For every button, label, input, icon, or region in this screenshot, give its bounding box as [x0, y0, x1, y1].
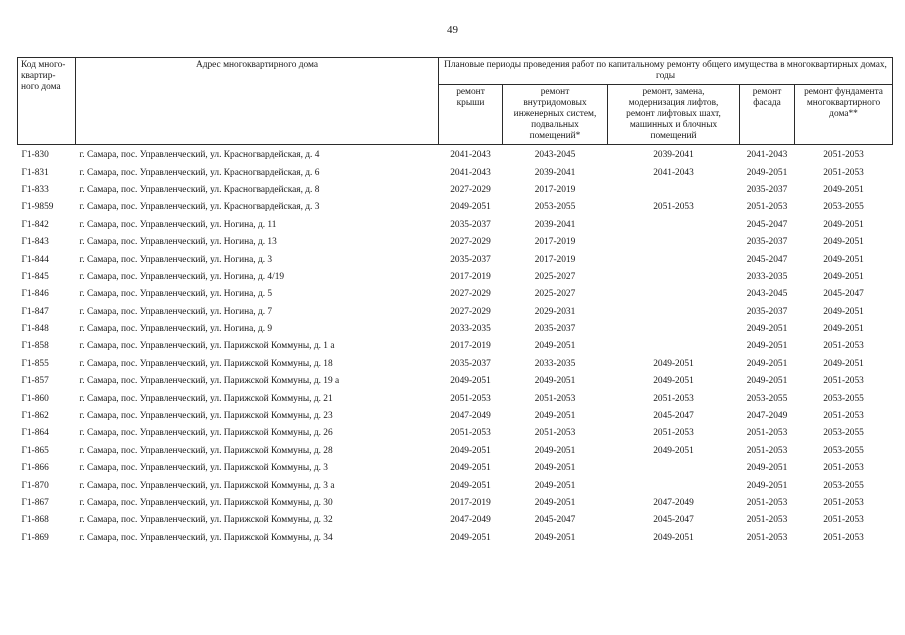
cell-code: Г1-843 — [21, 237, 49, 248]
cell-lifts: 2051-2053 — [653, 393, 694, 404]
cell-facade: 2035-2037 — [746, 306, 788, 317]
cell-foundation: 2053-2055 — [823, 428, 864, 439]
cell-facade: 2049-2051 — [746, 463, 788, 474]
table-row — [18, 512, 893, 529]
cell-facade: 2035-2037 — [746, 184, 788, 195]
cell-code: Г1-858 — [21, 341, 49, 352]
cell-address: г. Самара, пос. Управленческий, ул. Красногвардейская, д. 3 — [79, 202, 320, 213]
cell-roof: 2017-2019 — [450, 341, 491, 352]
cell-foundation: 2051-2053 — [823, 463, 864, 474]
cell-code: Г1-868 — [21, 515, 49, 526]
cell-address: г. Самара, пос. Управленческий, ул. Парижской Коммуны, д. 3 — [79, 463, 328, 474]
cell-foundation: 2049-2051 — [823, 237, 864, 248]
cell-code: Г1-845 — [21, 271, 49, 282]
cell-lifts: 2045-2047 — [653, 411, 694, 422]
cell-facade: 2051-2053 — [746, 428, 788, 439]
cell-facade: 2047-2049 — [746, 411, 788, 422]
cell-code: Г1-833 — [21, 184, 49, 195]
cell-lifts: 2049-2051 — [653, 532, 694, 543]
cell-code: Г1-862 — [21, 411, 49, 422]
cell-code: Г1-855 — [21, 358, 49, 369]
cell-lifts — [608, 304, 740, 321]
cell-foundation: 2051-2053 — [823, 376, 864, 387]
cell-address: г. Самара, пос. Управленческий, ул. Парижской Коммуны, д. 19 а — [79, 376, 340, 387]
header-row-main — [18, 58, 893, 85]
cell-code: Г1-830 — [21, 150, 49, 161]
cell-lifts: 2047-2049 — [653, 498, 694, 508]
cell-engineering: 2029-2031 — [534, 306, 576, 317]
table-row — [18, 304, 893, 321]
cell-address: г. Самара, пос. Управленческий, ул. Парижской Коммуны, д. 18 — [79, 358, 333, 369]
cell-engineering: 2039-2041 — [534, 167, 576, 178]
table-body — [18, 145, 893, 547]
table-row — [18, 425, 893, 442]
cell-roof: 2035-2037 — [450, 254, 491, 265]
cell-roof: 2027-2029 — [450, 184, 491, 195]
cell-address: г. Самара, пос. Управленческий, ул. Красногвардейская, д. 8 — [79, 184, 320, 195]
header-code: Код много- квартир- ного дома — [18, 58, 76, 145]
cell-lifts — [608, 182, 740, 199]
cell-roof: 2047-2049 — [450, 411, 491, 422]
cell-roof: 2049-2051 — [450, 480, 491, 491]
table-row — [18, 530, 893, 547]
cell-facade: 2051-2053 — [746, 515, 788, 526]
cell-roof: 2049-2051 — [450, 376, 491, 387]
cell-roof: 2027-2029 — [450, 237, 491, 248]
cell-roof: 2035-2037 — [450, 358, 491, 369]
cell-roof: 2035-2037 — [450, 219, 491, 230]
cell-engineering: 2017-2019 — [534, 254, 576, 265]
cell-roof: 2017-2019 — [450, 271, 491, 282]
cell-facade: 2049-2051 — [746, 480, 788, 491]
cell-lifts — [608, 477, 740, 494]
cell-facade: 2049-2051 — [746, 167, 788, 178]
cell-lifts — [608, 286, 740, 303]
cell-foundation: 2049-2051 — [823, 184, 864, 195]
cell-facade: 2049-2051 — [746, 341, 788, 352]
cell-code: Г1-848 — [21, 324, 49, 335]
cell-address: г. Самара, пос. Управленческий, ул. Парижской Коммуны, д. 21 — [79, 393, 333, 404]
cell-engineering: 2039-2041 — [534, 219, 576, 230]
cell-roof: 2049-2051 — [450, 463, 491, 474]
cell-lifts: 2045-2047 — [653, 515, 694, 526]
cell-engineering: 2049-2051 — [534, 463, 576, 474]
cell-lifts: 2051-2053 — [653, 202, 694, 213]
cell-engineering: 2025-2027 — [534, 289, 576, 300]
cell-roof: 2051-2053 — [450, 393, 491, 404]
cell-foundation: 2053-2055 — [823, 393, 864, 404]
cell-lifts — [608, 217, 740, 234]
cell-facade: 2053-2055 — [746, 393, 788, 404]
cell-address: г. Самара, пос. Управленческий, ул. Ногина, д. 13 — [79, 237, 277, 248]
cell-address: г. Самара, пос. Управленческий, ул. Парижской Коммуны, д. 3 а — [79, 480, 335, 491]
cell-roof: 2027-2029 — [450, 306, 491, 317]
cell-foundation: 2053-2055 — [823, 480, 864, 491]
cell-facade: 2049-2051 — [746, 358, 788, 369]
cell-code: Г1-857 — [21, 376, 49, 387]
cell-engineering: 2049-2051 — [534, 498, 576, 508]
table-row — [18, 251, 893, 268]
cell-roof: 2047-2049 — [450, 515, 491, 526]
cell-code: Г1-865 — [21, 445, 49, 456]
header-lifts: ремонт, замена, модернизация лифтов, ремонт лифтовых шахт, машинных и блочных помещений — [608, 85, 740, 145]
cell-lifts — [608, 269, 740, 286]
table-row — [18, 286, 893, 303]
cell-lifts: 2041-2043 — [653, 167, 694, 178]
cell-facade: 2043-2045 — [746, 289, 788, 300]
cell-code: Г1-867 — [21, 498, 49, 508]
table-row — [18, 269, 893, 286]
cell-foundation: 2051-2053 — [823, 411, 864, 422]
cell-facade: 2033-2035 — [746, 271, 788, 282]
cell-address: г. Самара, пос. Управленческий, ул. Парижской Коммуны, д. 23 — [79, 411, 333, 422]
cell-engineering: 2051-2053 — [534, 393, 576, 404]
table-row — [18, 182, 893, 199]
cell-lifts — [608, 460, 740, 477]
cell-facade: 2051-2053 — [746, 445, 788, 456]
cell-address: г. Самара, пос. Управленческий, ул. Парижской Коммуны, д. 26 — [79, 428, 333, 439]
cell-facade: 2051-2053 — [746, 202, 788, 213]
cell-foundation: 2051-2053 — [823, 167, 864, 178]
cell-address: г. Самара, пос. Управленческий, ул. Парижской Коммуны, д. 34 — [79, 532, 333, 543]
cell-address: г. Самара, пос. Управленческий, ул. Парижской Коммуны, д. 30 — [79, 498, 333, 508]
page-number: 49 — [447, 24, 458, 36]
cell-foundation: 2053-2055 — [823, 202, 864, 213]
cell-engineering: 2049-2051 — [534, 480, 576, 491]
cell-roof: 2017-2019 — [450, 498, 491, 508]
cell-foundation: 2049-2051 — [823, 324, 864, 335]
cell-engineering: 2049-2051 — [534, 411, 576, 422]
cell-foundation: 2051-2053 — [823, 532, 864, 543]
cell-foundation: 2049-2051 — [823, 271, 864, 282]
cell-lifts: 2049-2051 — [653, 376, 694, 387]
cell-lifts: 2049-2051 — [653, 358, 694, 369]
table-row — [18, 338, 893, 355]
cell-facade: 2051-2053 — [746, 498, 788, 508]
cell-engineering: 2033-2035 — [534, 358, 576, 369]
cell-engineering: 2049-2051 — [534, 445, 576, 456]
header-foundation: ремонт фундамента многоквартирного дома** — [795, 85, 893, 145]
cell-roof: 2027-2029 — [450, 289, 491, 300]
cell-lifts: 2051-2053 — [653, 428, 694, 439]
cell-address: г. Самара, пос. Управленческий, ул. Парижской Коммуны, д. 1 а — [79, 341, 335, 352]
table-row — [18, 356, 893, 373]
table-row — [18, 164, 893, 181]
cell-code: Г1-847 — [21, 306, 49, 317]
table-row — [18, 217, 893, 234]
cell-address: г. Самара, пос. Управленческий, ул. Ногина, д. 11 — [79, 219, 277, 230]
capital-repair-schedule-table — [17, 57, 893, 547]
cell-facade: 2049-2051 — [746, 376, 788, 387]
cell-roof: 2041-2043 — [450, 167, 491, 178]
cell-foundation: 2049-2051 — [823, 358, 864, 369]
cell-engineering: 2043-2045 — [534, 150, 576, 161]
table-row — [18, 460, 893, 477]
cell-address: г. Самара, пос. Управленческий, ул. Парижской Коммуны, д. 32 — [79, 515, 333, 526]
cell-engineering: 2049-2051 — [534, 532, 576, 543]
cell-roof: 2049-2051 — [450, 532, 491, 543]
cell-code: Г1-9859 — [21, 202, 54, 213]
cell-facade: 2041-2043 — [746, 150, 788, 161]
cell-engineering: 2049-2051 — [534, 376, 576, 387]
cell-engineering: 2017-2019 — [534, 184, 576, 195]
cell-roof: 2033-2035 — [450, 324, 491, 335]
cell-address: г. Самара, пос. Управленческий, ул. Красногвардейская, д. 6 — [79, 167, 320, 178]
header-engineering: ремонт внутридомовых инженерных систем, подвальных помещений* — [503, 85, 608, 145]
header-address: Адрес многоквартирного дома — [76, 58, 439, 145]
cell-engineering: 2035-2037 — [534, 324, 576, 335]
cell-address: г. Самара, пос. Управленческий, ул. Ногина, д. 5 — [79, 289, 273, 300]
cell-facade: 2045-2047 — [746, 254, 788, 265]
cell-address: г. Самара, пос. Управленческий, ул. Ногина, д. 4/19 — [79, 271, 285, 282]
table-row — [18, 477, 893, 494]
cell-engineering: 2017-2019 — [534, 237, 576, 248]
cell-foundation: 2045-2047 — [823, 289, 864, 300]
cell-roof: 2049-2051 — [450, 202, 491, 213]
cell-facade: 2045-2047 — [746, 219, 788, 230]
cell-lifts — [608, 251, 740, 268]
table-row — [18, 408, 893, 425]
header-periods: Плановые периоды проведения работ по капитальному ремонту общего имущества в многоквартирных домах, годы — [439, 58, 893, 85]
cell-address: г. Самара, пос. Управленческий, ул. Ногина, д. 3 — [79, 254, 273, 265]
cell-foundation: 2051-2053 — [823, 498, 864, 508]
table-row — [18, 373, 893, 390]
cell-engineering: 2051-2053 — [534, 428, 576, 439]
cell-lifts — [608, 234, 740, 251]
cell-engineering: 2025-2027 — [534, 271, 576, 282]
cell-lifts — [608, 338, 740, 355]
cell-foundation: 2051-2053 — [823, 150, 864, 161]
table-row — [18, 199, 893, 216]
table-row — [18, 390, 893, 407]
header-facade: ремонт фасада — [740, 85, 795, 145]
cell-address: г. Самара, пос. Управленческий, ул. Парижской Коммуны, д. 28 — [79, 445, 333, 456]
cell-foundation: 2049-2051 — [823, 254, 864, 265]
cell-lifts: 2049-2051 — [653, 445, 694, 456]
cell-address: г. Самара, пос. Управленческий, ул. Ногина, д. 7 — [79, 306, 273, 317]
table-row — [18, 495, 893, 512]
cell-lifts — [608, 321, 740, 338]
cell-lifts: 2039-2041 — [653, 150, 694, 161]
cell-facade: 2049-2051 — [746, 324, 788, 335]
header-roof: ремонт крыши — [439, 85, 503, 145]
table-row — [18, 321, 893, 338]
table-row — [18, 443, 893, 460]
cell-code: Г1-866 — [21, 463, 49, 474]
cell-roof: 2049-2051 — [450, 445, 491, 456]
table-row — [18, 234, 893, 251]
cell-facade: 2051-2053 — [746, 532, 788, 543]
cell-code: Г1-831 — [21, 167, 49, 178]
cell-code: Г1-864 — [21, 428, 49, 439]
cell-address: г. Самара, пос. Управленческий, ул. Красногвардейская, д. 4 — [79, 150, 320, 161]
cell-code: Г1-860 — [21, 393, 49, 404]
cell-code: Г1-870 — [21, 480, 49, 491]
cell-roof: 2051-2053 — [450, 428, 491, 439]
cell-address: г. Самара, пос. Управленческий, ул. Ногина, д. 9 — [79, 324, 273, 335]
cell-code: Г1-846 — [21, 289, 49, 300]
cell-engineering: 2045-2047 — [534, 515, 576, 526]
cell-facade: 2035-2037 — [746, 237, 788, 248]
cell-roof: 2041-2043 — [450, 150, 491, 161]
cell-foundation: 2049-2051 — [823, 219, 864, 230]
table-row — [18, 145, 893, 165]
cell-foundation: 2053-2055 — [823, 445, 864, 456]
cell-foundation: 2051-2053 — [823, 341, 864, 352]
cell-foundation: 2051-2053 — [823, 515, 864, 526]
cell-foundation: 2049-2051 — [823, 306, 864, 317]
cell-code: Г1-842 — [21, 219, 49, 230]
cell-code: Г1-844 — [21, 254, 49, 265]
cell-code: Г1-869 — [21, 532, 49, 543]
cell-engineering: 2049-2051 — [534, 341, 576, 352]
cell-engineering: 2053-2055 — [534, 202, 576, 213]
